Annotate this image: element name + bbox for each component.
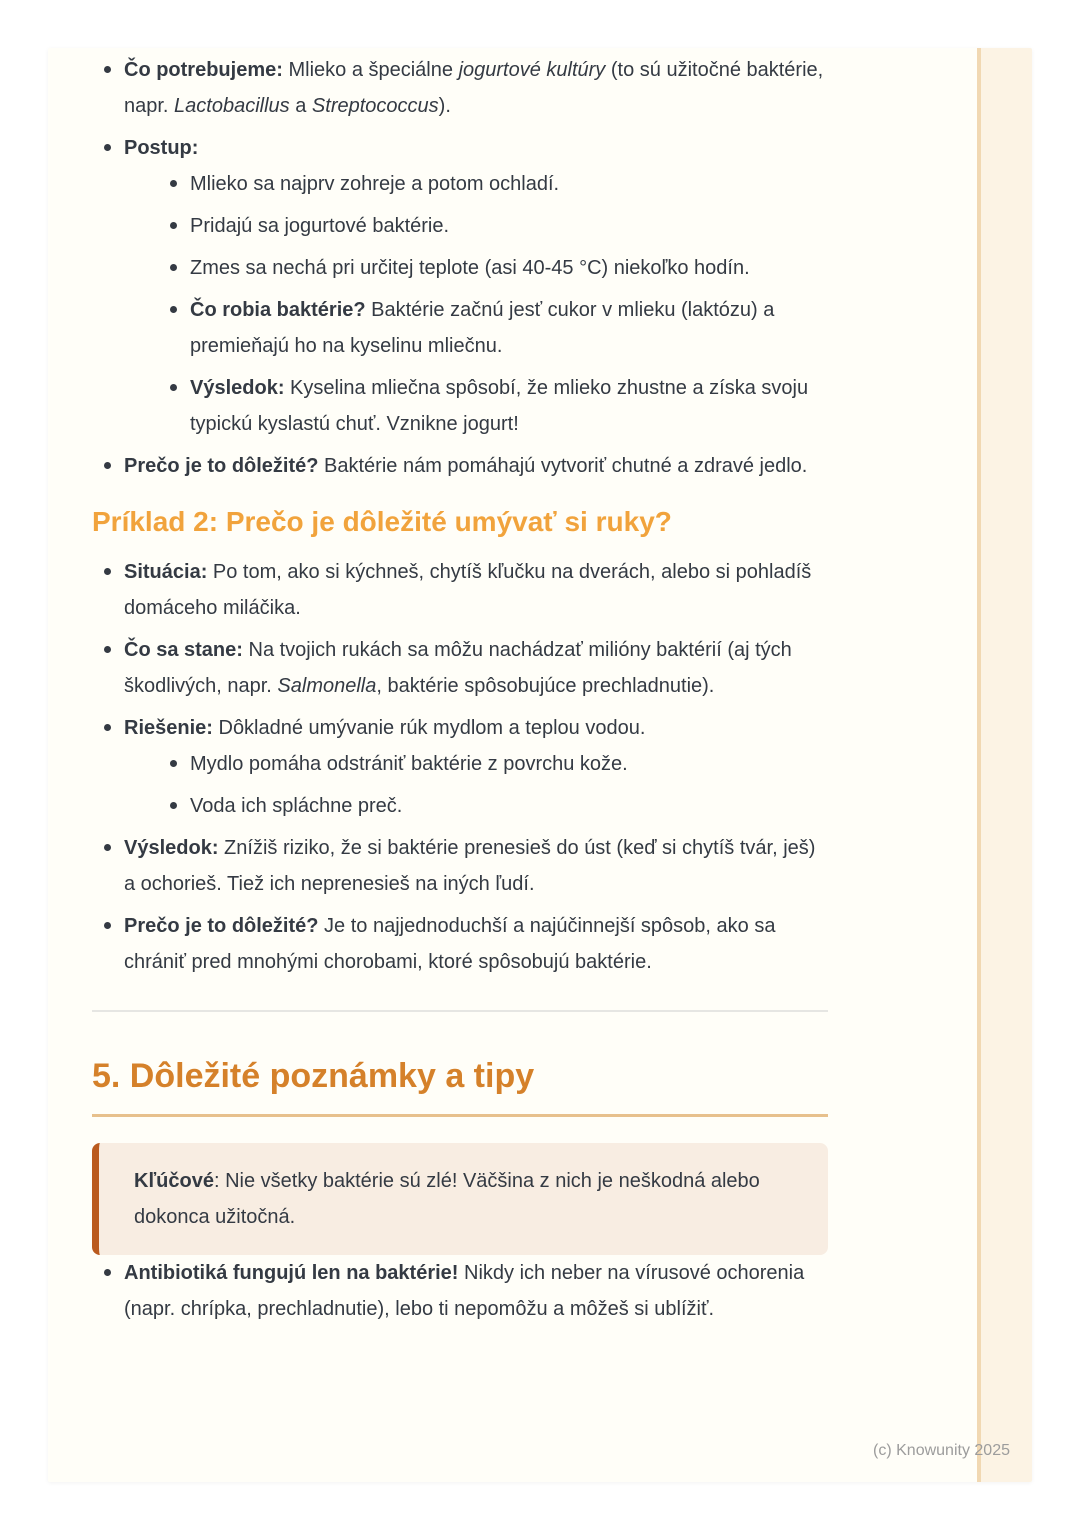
list-item: [92, 1255, 828, 1327]
italic-text: Streptococcus: [311, 95, 439, 117]
bullet-list: [92, 554, 828, 980]
list-item: [92, 130, 828, 442]
text: Baktérie nám pomáhajú vytvoriť chutné a zdravé jedlo.: [318, 455, 808, 477]
bold-text: Kľúčové: [134, 1170, 214, 1192]
section-divider: [92, 1010, 828, 1012]
text: Mydlo pomáha odstrániť baktérie z povrchu kože.: [190, 753, 628, 775]
text: Voda ich spláchne preč.: [190, 795, 403, 817]
bold-text: Výsledok:: [190, 377, 285, 399]
bold-text: Prečo je to dôležité?: [124, 915, 319, 937]
text: Znížiš riziko, že si baktérie prenesieš do úst (keď si chytíš tvár, ješ) a ochorieš. Tiež ich neprenesieš na iných ľudí.: [124, 837, 816, 895]
bold-text: Riešenie:: [124, 717, 213, 739]
bold-text: Antibiotiká fungujú len na baktérie!: [124, 1262, 459, 1284]
text: Mlieko sa najprv zohreje a potom ochladí.: [190, 173, 560, 195]
text: Na tvojich rukách sa môžu nachádzať milióny baktérií (aj tých škodlivých, napr.: [124, 639, 792, 697]
page-side-strip: [977, 48, 1032, 1482]
sub-bullet-list: [124, 166, 828, 442]
text: Zmes sa nechá pri určitej teplote (asi 40-45 °C) niekoľko hodín.: [190, 257, 750, 279]
sub-list-item: [158, 292, 828, 364]
text: Kyselina mliečna spôsobí, že mlieko zhustne a získa svoju typickú kyslastú chuť. Vznikne jogurt!: [190, 377, 809, 435]
italic-text: Salmonella: [277, 675, 377, 697]
bold-text: Čo sa stane:: [124, 639, 243, 661]
list-item: [92, 710, 828, 824]
watermark: (c) Knowunity 2025: [873, 1442, 1010, 1459]
italic-text: jogurtové kultúry: [458, 59, 606, 81]
list-item: [92, 908, 828, 980]
sub-list-item: [158, 746, 828, 782]
text: ).: [438, 95, 451, 117]
text: , baktérie spôsobujúce prechladnutie).: [376, 675, 715, 697]
sub-bullet-list: [124, 746, 828, 824]
text: Nikdy ich neber na vírusové ochorenia (napr. chrípka, prechladnutie), lebo ti nepomôžu a môžeš si ublížiť.: [124, 1262, 805, 1320]
sub-list-item: [158, 788, 828, 824]
bullet-list: [92, 52, 828, 484]
text: Mlieko a špeciálne: [282, 59, 459, 81]
text: Pridajú sa jogurtové baktérie.: [190, 215, 450, 237]
bold-text: Postup:: [124, 137, 199, 159]
callout-text: [134, 1163, 798, 1235]
section-heading-example: Príklad 2: Prečo je dôležité umývať si ruky?: [92, 506, 672, 537]
text: (to sú užitočné baktérie, napr.: [124, 59, 824, 117]
text: : Nie všetky baktérie sú zlé! Väčšina z nich je neškodná alebo dokonca užitočná.: [134, 1170, 760, 1228]
page-content: [92, 48, 828, 1327]
bullet-list: [92, 1255, 828, 1327]
list-item: [92, 830, 828, 902]
text: Dôkladné umývanie rúk mydlom a teplou vodou.: [212, 717, 646, 739]
bold-text: Čo robia baktérie?: [190, 299, 366, 321]
list-item: [92, 448, 828, 484]
text: a: [289, 95, 312, 117]
bold-text: Výsledok:: [124, 837, 219, 859]
text: Po tom, ako si kýchneš, chytíš kľučku na dverách, alebo si pohladíš domáceho miláčika.: [124, 561, 812, 619]
sub-list-item: [158, 370, 828, 442]
bold-text: Situácia:: [124, 561, 208, 583]
text: Baktérie začnú jesť cukor v mlieku (laktózu) a premieňajú ho na kyselinu mliečnu.: [190, 299, 775, 357]
bold-text: Prečo je to dôležité?: [124, 455, 319, 477]
bold-text: Čo potrebujeme:: [124, 59, 283, 81]
italic-text: Lactobacillus: [174, 95, 290, 117]
sub-list-item: [158, 166, 828, 202]
section-heading-notes: 5. Dôležité poznámky a tipy: [92, 1054, 828, 1117]
key-callout: [92, 1143, 828, 1255]
document-page: [48, 48, 1032, 1482]
list-item: [92, 554, 828, 626]
text: Je to najjednoduchší a najúčinnejší spôsob, ako sa chrániť pred mnohými chorobami, ktoré spôsobujú baktérie.: [124, 915, 776, 973]
sub-list-item: [158, 208, 828, 244]
sub-list-item: [158, 250, 828, 286]
list-item: [92, 632, 828, 704]
list-item: [92, 52, 828, 124]
